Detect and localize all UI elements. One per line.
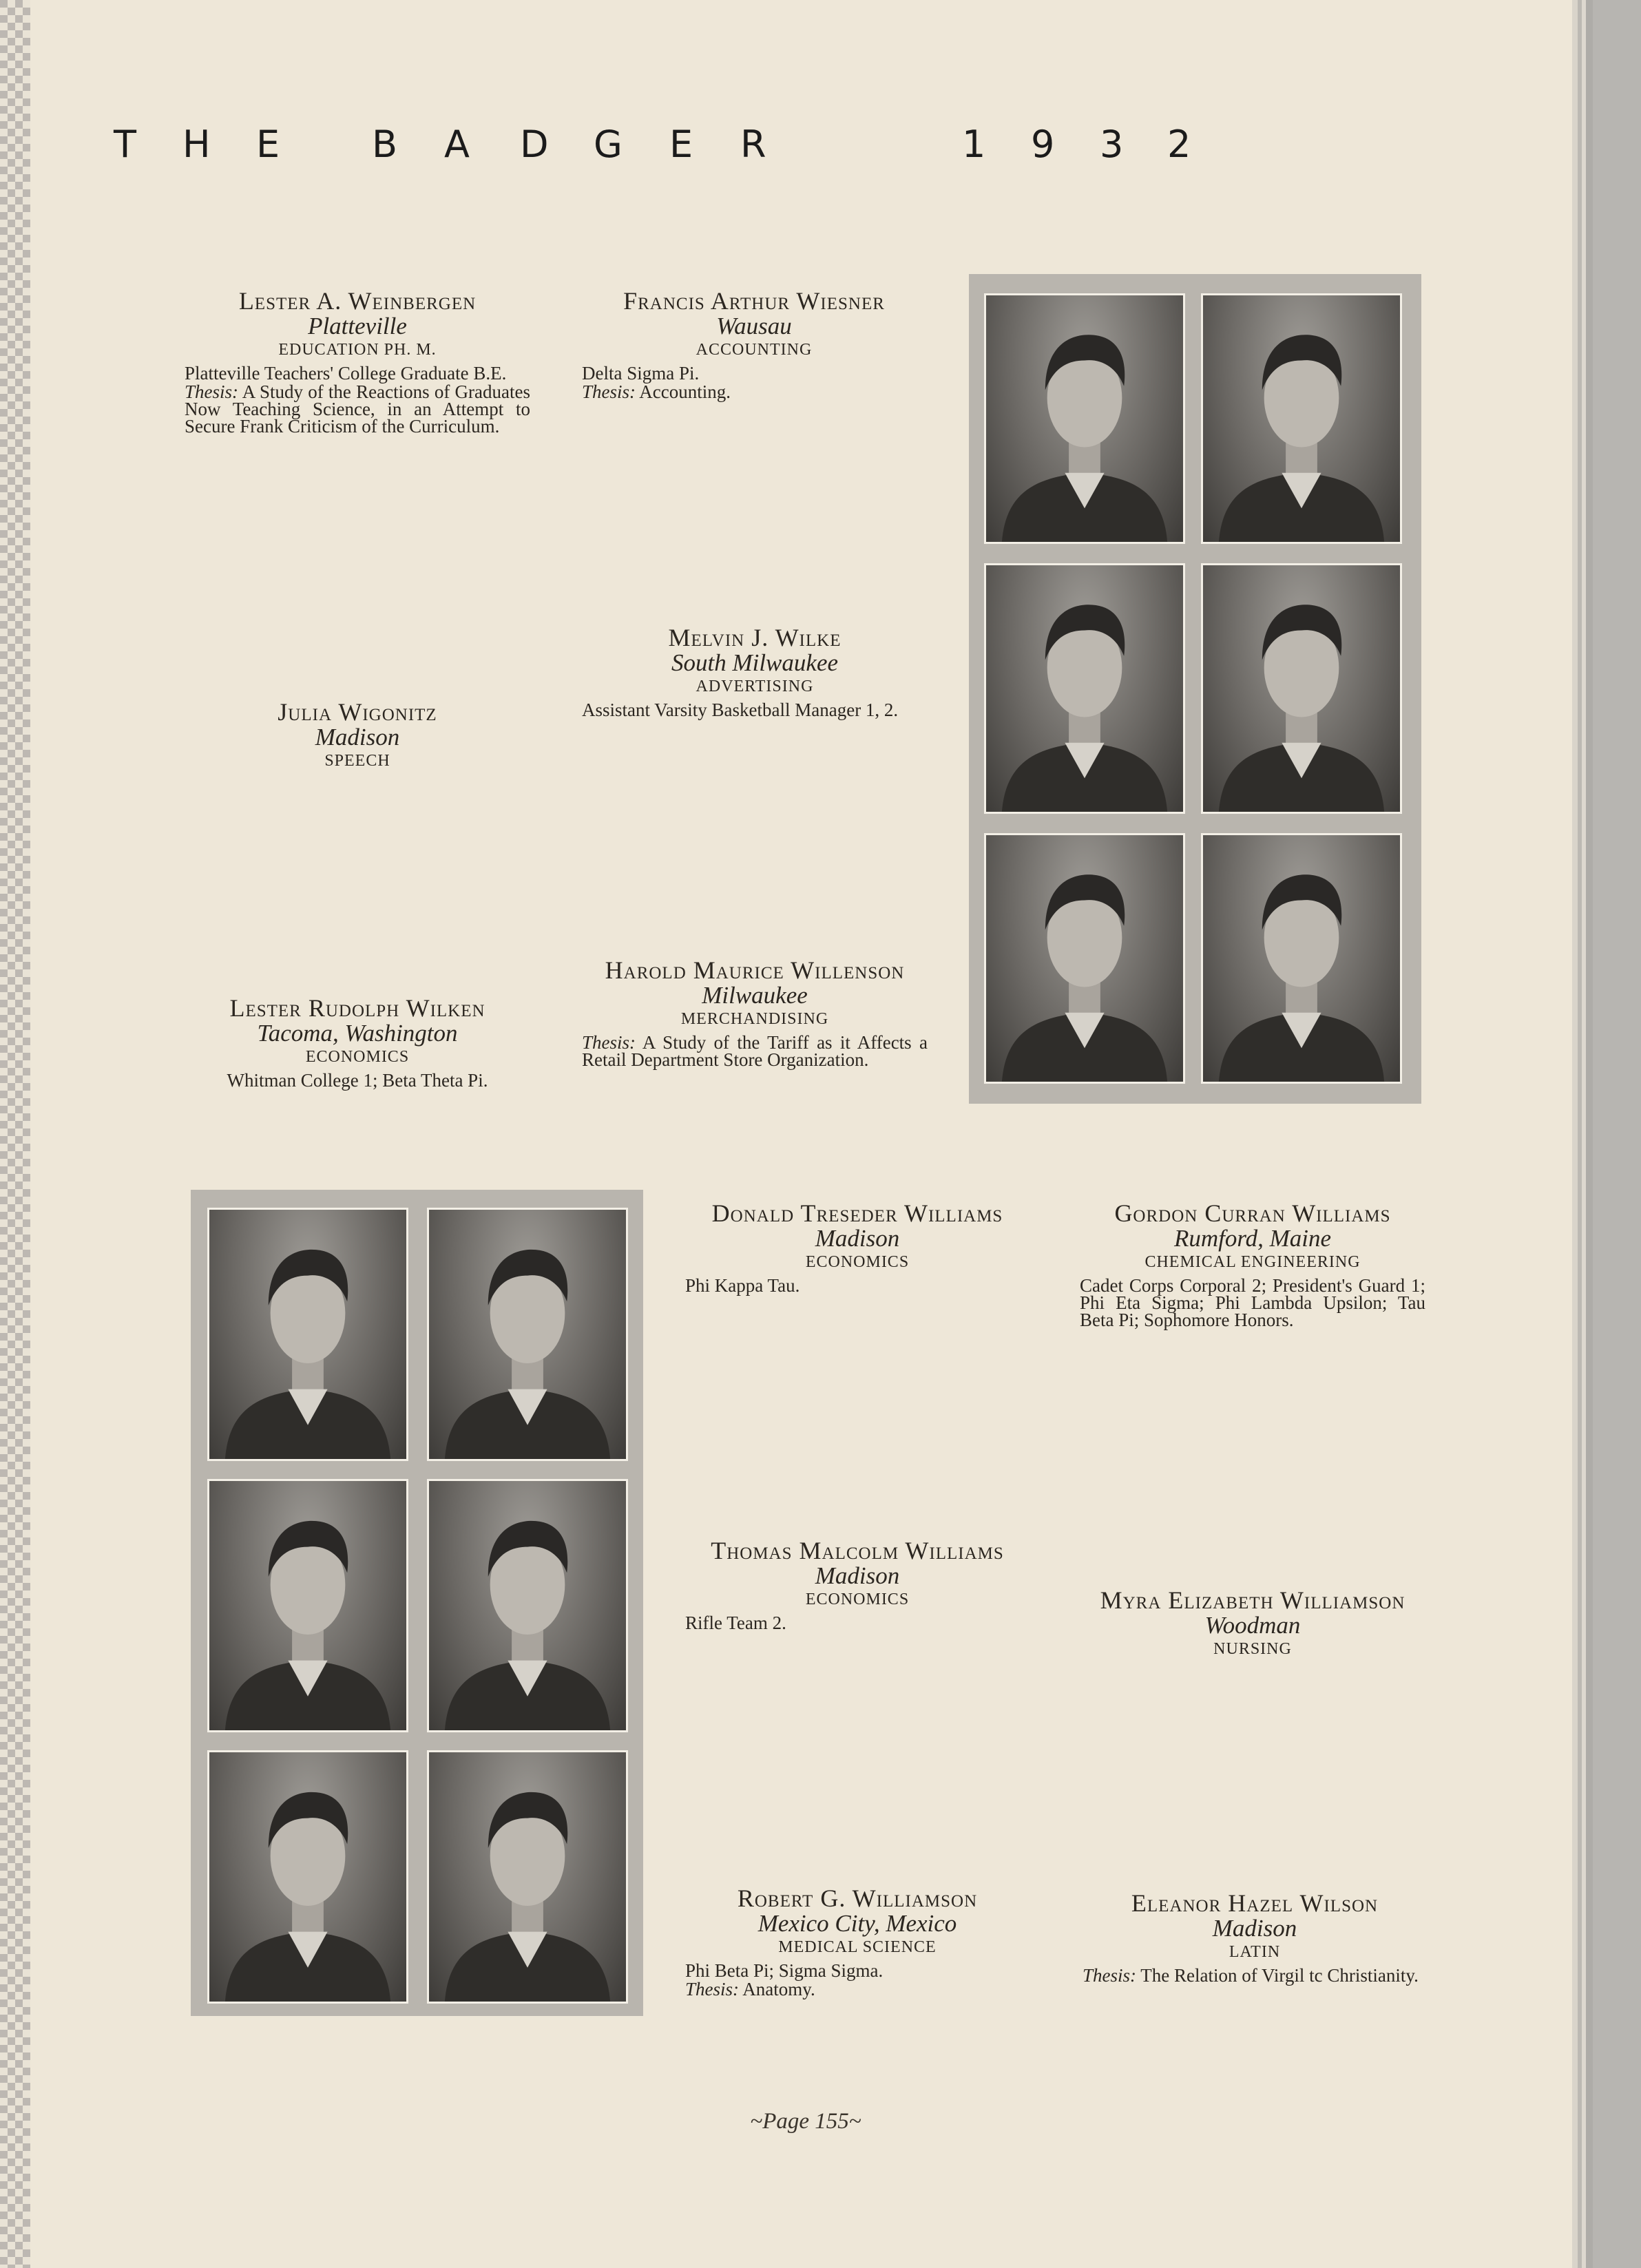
student-major: NURSING [1213,1640,1292,1658]
note-text: Assistant Varsity Basketball Manager 1, 2. [582,700,899,720]
student-name: Myra Elizabeth Williamson [1100,1586,1405,1614]
portrait-silhouette [209,1752,406,2002]
portrait-silhouette [429,1210,626,1459]
student-entry [185,699,530,772]
student-entry [685,1200,1029,1294]
portrait-photo [984,563,1185,814]
header-year-digit: 2 [1167,123,1191,166]
note-text: Whitman College 1; Beta Theta Pi. [227,1070,488,1091]
student-name: Lester A. Weinbergen [238,287,477,315]
portrait-silhouette [429,1481,626,1730]
student-major: CHEMICAL ENGINEERING [1144,1253,1361,1271]
header-letter: D [520,123,549,166]
portrait-silhouette [429,1752,626,2002]
student-major: ECONOMICS [305,1048,410,1066]
portrait-panel-top [969,274,1421,1104]
portrait-photo [984,833,1185,1084]
portrait-silhouette [986,295,1183,542]
portrait-photo [427,1750,628,2004]
portrait-silhouette [986,835,1183,1082]
page-header [0,123,1240,171]
student-name: Eleanor Hazel Wilson [1131,1889,1379,1917]
portrait-panel-bottom [191,1190,643,2016]
student-notes [582,365,926,401]
thesis-label: Thesis: [685,1979,740,1999]
student-name: Donald Treseder Williams [711,1199,1003,1227]
note-text: Rifle Team 2. [685,1613,786,1633]
note-text: Phi Kappa Tau. [685,1275,800,1296]
portrait-photo [1201,563,1402,814]
student-hometown: Mexico City, Mexico [757,1910,957,1937]
student-hometown: Platteville [308,313,407,339]
note-text: Delta Sigma Pi. [582,363,700,384]
student-note-line [185,381,530,437]
portrait-photo [207,1208,408,1461]
thesis-label: Thesis: [185,381,239,402]
student-major: ECONOMICS [805,1253,910,1271]
page-number: ~Page 155~ [750,2109,861,2134]
student-note-line [185,365,530,382]
student-name: Harold Maurice Willenson [605,956,905,984]
portrait-photo [207,1750,408,2004]
thesis-label: Thesis: [582,1032,636,1053]
portrait-photo [207,1479,408,1732]
student-name: Melvin J. Wilke [668,624,842,651]
portrait-silhouette [1203,835,1400,1082]
header-year-digit: 9 [1031,123,1055,166]
student-hometown: Milwaukee [702,982,808,1009]
student-entry [685,1537,1029,1632]
student-notes [1083,1967,1427,1984]
student-major: MERCHANDISING [680,1010,829,1028]
student-note-line [685,1962,1029,1980]
student-note-line [685,1981,1029,1998]
header-letter: H [182,123,211,166]
student-entry [1083,1890,1427,1984]
student-notes [185,1072,530,1089]
student-entry [582,624,928,719]
student-note-line [1080,1277,1425,1329]
student-notes [582,702,928,719]
right-decorative-border [1572,0,1641,2268]
student-name: Thomas Malcolm Williams [711,1537,1004,1564]
student-hometown: South Milwaukee [671,649,839,676]
student-note-line [582,702,928,719]
header-letter: G [594,123,623,166]
note-text: Platteville Teachers' College Graduate B.E. [185,363,507,384]
header-letter: E [256,123,280,166]
portrait-photo [427,1479,628,1732]
student-hometown: Rumford, Maine [1173,1225,1332,1252]
portrait-photo [984,293,1185,544]
header-letter: A [444,123,470,166]
student-entry [185,288,530,435]
header-year-digit: 1 [962,123,986,166]
left-decorative-border [0,0,30,2268]
student-name: Lester Rudolph Wilken [229,994,485,1022]
student-note-line [582,381,926,402]
student-hometown: Madison [315,724,400,750]
student-note-line [685,1277,1029,1294]
portrait-photo [427,1208,628,1461]
portrait-silhouette [1203,565,1400,812]
student-hometown: Madison [815,1225,900,1252]
student-entry [582,288,926,401]
student-hometown: Tacoma, Washington [257,1020,458,1047]
student-name: Julia Wigonitz [278,698,437,726]
header-letter: E [669,123,693,166]
student-major: ADVERTISING [696,678,814,695]
header-letter: R [740,123,766,166]
note-text: Cadet Corps Corporal 2; President's Guard 1; Phi Eta Sigma; Phi Lambda Upsilon; Tau Beta Pi; Sophomore Honors. [1080,1275,1425,1330]
student-notes [1080,1277,1425,1329]
student-note-line [185,1072,530,1089]
note-text: A Study of the Reactions of Graduates Now Teaching Science, in an Attempt to Secure Frank Criticism of the Curriculum. [185,381,530,437]
student-entry [582,957,928,1069]
student-major: LATIN [1229,1943,1281,1961]
student-major: ECONOMICS [805,1590,910,1608]
student-notes [685,1962,1029,1998]
student-note-line [582,365,926,382]
student-name: Robert G. Williamson [737,1884,978,1912]
student-entry [1080,1587,1425,1660]
note-text: The Relation of Virgil tc Christianity. [1136,1965,1419,1986]
student-hometown: Woodman [1204,1612,1301,1639]
student-name: Francis Arthur Wiesner [623,287,885,315]
note-text: Phi Beta Pi; Sigma Sigma. [685,1960,884,1981]
portrait-silhouette [986,565,1183,812]
student-entry [1080,1200,1425,1329]
header-year-digit: 3 [1100,123,1124,166]
header-letter: T [114,123,136,166]
student-note-line [685,1615,1029,1632]
portrait-silhouette [1203,295,1400,542]
note-text: Anatomy. [739,1979,815,1999]
student-notes [685,1615,1029,1632]
thesis-label: Thesis: [582,381,636,402]
student-major: ACCOUNTING [696,341,813,359]
header-letter: B [372,123,398,166]
student-hometown: Madison [1212,1915,1297,1942]
student-hometown: Wausau [716,313,792,339]
student-name: Gordon Curran Williams [1114,1199,1391,1227]
student-entry [185,995,530,1089]
student-major: EDUCATION PH. M. [278,341,437,359]
student-notes [582,1034,928,1069]
student-notes [685,1277,1029,1294]
student-major: SPEECH [324,752,390,770]
student-note-line [1083,1967,1427,1984]
thesis-label: Thesis: [1083,1965,1137,1986]
student-note-line [582,1034,928,1069]
portrait-photo [1201,833,1402,1084]
student-hometown: Madison [815,1562,900,1589]
student-entry [685,1885,1029,1998]
note-text: A Study of the Tariff as it Affects a Retail Department Store Organization. [582,1032,928,1070]
portrait-silhouette [209,1210,406,1459]
note-text: Accounting. [636,381,731,402]
student-major: MEDICAL SCIENCE [778,1938,937,1956]
portrait-photo [1201,293,1402,544]
portrait-silhouette [209,1481,406,1730]
student-notes [185,365,530,435]
